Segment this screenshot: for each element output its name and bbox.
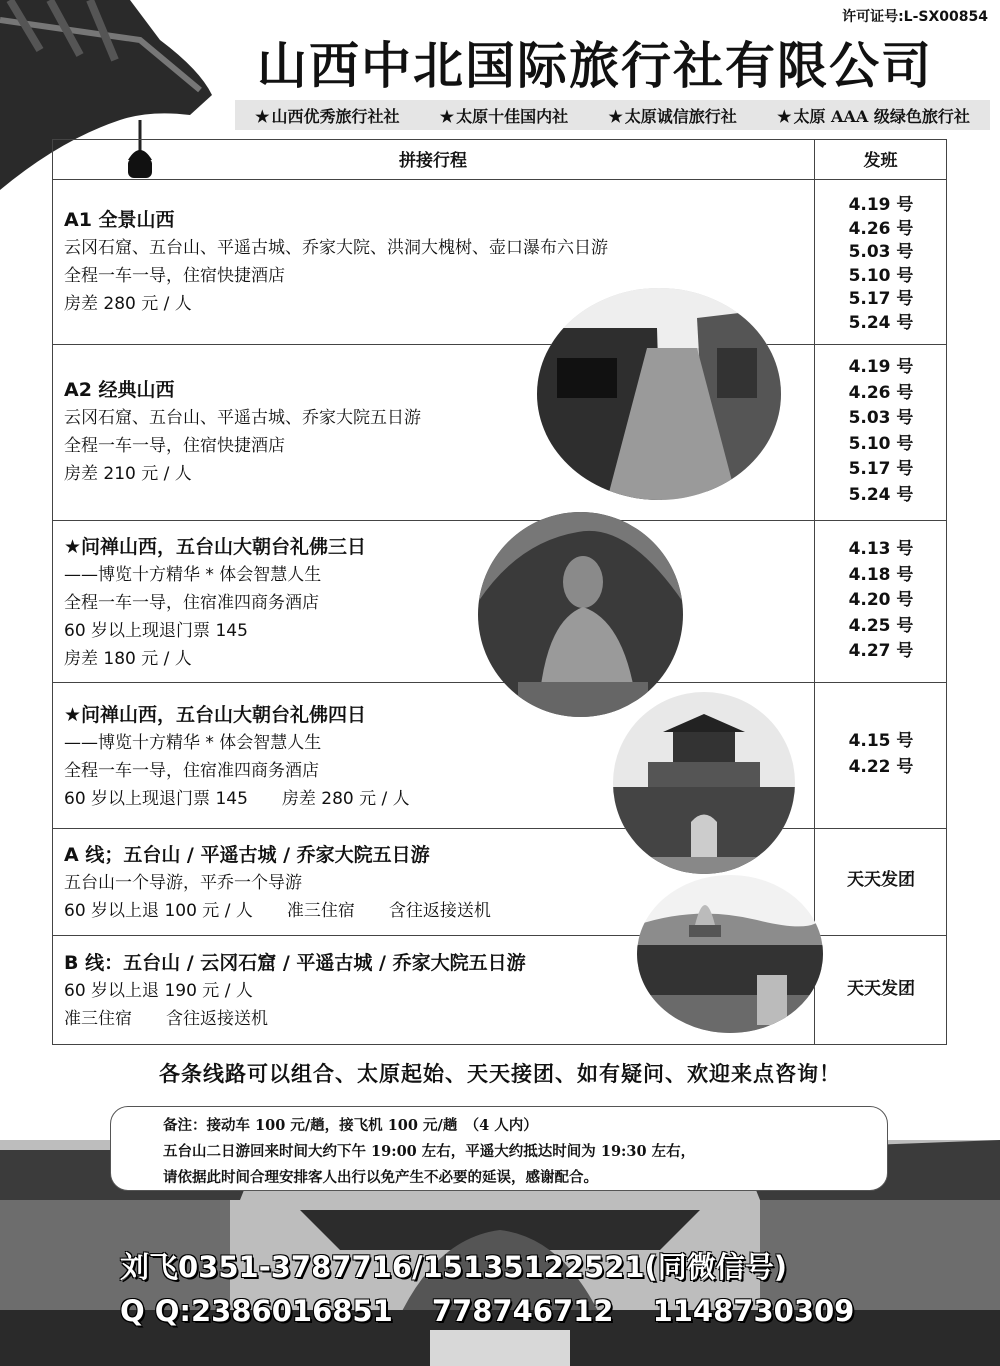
- honor-item: ★ 山西优秀旅行社社: [255, 104, 399, 127]
- departure-date: 4.20 号: [848, 590, 914, 610]
- route-line: 60 岁以上退 190 元 / 人: [64, 981, 253, 1001]
- route-line: ——博览十方精华 * 体会智慧人生: [64, 733, 322, 753]
- notes-box: [110, 1106, 888, 1191]
- departure-date: 4.22 号: [848, 756, 914, 777]
- departure-date: 天天发团: [847, 979, 915, 999]
- route-title: A2 经典山西: [64, 379, 175, 401]
- route-line: 房差 210 元 / 人: [64, 464, 192, 484]
- column-divider: [814, 139, 815, 1045]
- row-divider: [52, 179, 947, 180]
- route-title: A1 全景山西: [64, 209, 175, 231]
- route-chan-4day: [64, 701, 410, 813]
- route-line: 全程一车一导，住宿快捷酒店: [64, 436, 285, 456]
- license-number: 许可证号:L-SX00854: [842, 9, 988, 25]
- route-a2: [64, 376, 421, 488]
- departure-date: 5.03 号: [848, 242, 914, 262]
- departure-date: 4.13 号: [848, 539, 914, 559]
- honors-bar: [235, 100, 990, 130]
- honor-item: ★ 太原十佳国内社: [440, 104, 568, 127]
- pagoda-temple-photo: [637, 875, 823, 1033]
- column-header-route: 拼接行程: [399, 151, 467, 171]
- departure-date: 4.26 号: [848, 218, 914, 239]
- dates-line-a: [816, 869, 946, 893]
- departure-date: 5.17 号: [848, 459, 914, 479]
- departure-date: 4.18 号: [848, 564, 914, 585]
- note-line: 五台山二日游回来时间大约下午 19:00 左右，平遥大约抵达时间为 19:30 左右，: [163, 1143, 696, 1160]
- row-divider: [52, 344, 947, 345]
- company-name: 山西中北国际旅行社有限公司: [257, 36, 933, 95]
- departure-date: 4.19 号: [848, 195, 914, 215]
- note-line: 请依据此时间合理安排客人出行以免产生不必要的延误，感谢配合。: [163, 1169, 598, 1186]
- departure-date: 5.24 号: [848, 312, 914, 333]
- contact-phone: 刘飞0351-3787716/15135122521(同微信号): [120, 1250, 788, 1284]
- row-divider: [52, 520, 947, 521]
- route-a1: [64, 206, 608, 318]
- route-line-b: [64, 949, 526, 1033]
- route-line: 全程一车一导，住宿快捷酒店: [64, 266, 285, 286]
- route-line: 准三住宿 含往返接送机: [64, 1009, 268, 1029]
- dates-a2: [816, 355, 946, 508]
- column-header-dates: 发班: [863, 151, 898, 171]
- dates-chan-3day: [816, 537, 946, 665]
- departure-date: 4.27 号: [848, 641, 914, 661]
- slogan: 各条线路可以组合、太原起始、天天接团、如有疑问、欢迎来点咨询！: [159, 1062, 841, 1086]
- route-line: 60 岁以上现退门票 145: [64, 621, 248, 641]
- departure-date: 4.25 号: [848, 615, 914, 636]
- route-line: 60 岁以上退 100 元 / 人 准三住宿 含往返接送机: [64, 901, 491, 921]
- departure-date: 5.24 号: [848, 484, 914, 505]
- row-divider: [52, 828, 947, 829]
- dates-chan-4day: [816, 729, 946, 780]
- route-line: 全程一车一导，住宿准四商务酒店: [64, 593, 319, 613]
- dates-line-b: [816, 978, 946, 1002]
- route-line-a: [64, 841, 491, 925]
- departure-date: 5.17 号: [848, 289, 914, 309]
- route-line: 60 岁以上现退门票 145 房差 280 元 / 人: [64, 789, 410, 809]
- departure-date: 5.03 号: [848, 408, 914, 428]
- departure-date: 5.10 号: [848, 433, 914, 454]
- route-chan-3day: [64, 533, 366, 673]
- honor-item: ★ 太原 AAA 级绿色旅行社: [777, 104, 970, 127]
- route-title: ★问禅山西，五台山大朝台礼佛三日: [64, 536, 367, 558]
- departure-date: 4.26 号: [848, 382, 914, 403]
- row-divider: [52, 682, 947, 683]
- route-title: B 线：五台山 / 云冈石窟 / 平遥古城 / 乔家大院五日游: [64, 952, 526, 974]
- route-line: 全程一车一导，住宿准四商务酒店: [64, 761, 319, 781]
- honor-item: ★ 太原诚信旅行社: [608, 104, 736, 127]
- route-title: A 线；五台山 / 平遥古城 / 乔家大院五日游: [64, 844, 430, 866]
- route-title: ★问禅山西，五台山大朝台礼佛四日: [64, 704, 367, 726]
- route-line: 五台山一个导游，平乔一个导游: [64, 873, 302, 893]
- route-line: 云冈石窟、五台山、平遥古城、乔家大院、洪洞大槐树、壶口瀑布六日游: [64, 238, 608, 258]
- route-line: ——博览十方精华 * 体会智慧人生: [64, 565, 322, 585]
- note-line: 备注：接动车 100 元/趟，接飞机 100 元/趟 （4 人内）: [163, 1117, 538, 1134]
- dates-a1: [816, 194, 946, 335]
- contact-qq: Q Q:2386016851 778746712 1148730309: [120, 1294, 855, 1328]
- temple-gate-photo: [613, 692, 795, 874]
- route-line: 房差 280 元 / 人: [64, 294, 192, 314]
- buddha-statue-photo: [478, 512, 683, 717]
- ancient-street-photo: [537, 288, 781, 500]
- route-line: 云冈石窟、五台山、平遥古城、乔家大院五日游: [64, 408, 421, 428]
- departure-date: 4.15 号: [848, 731, 914, 751]
- departure-date: 天天发团: [847, 870, 915, 890]
- departure-date: 5.10 号: [848, 265, 914, 286]
- departure-date: 4.19 号: [848, 357, 914, 377]
- route-line: 房差 180 元 / 人: [64, 649, 192, 669]
